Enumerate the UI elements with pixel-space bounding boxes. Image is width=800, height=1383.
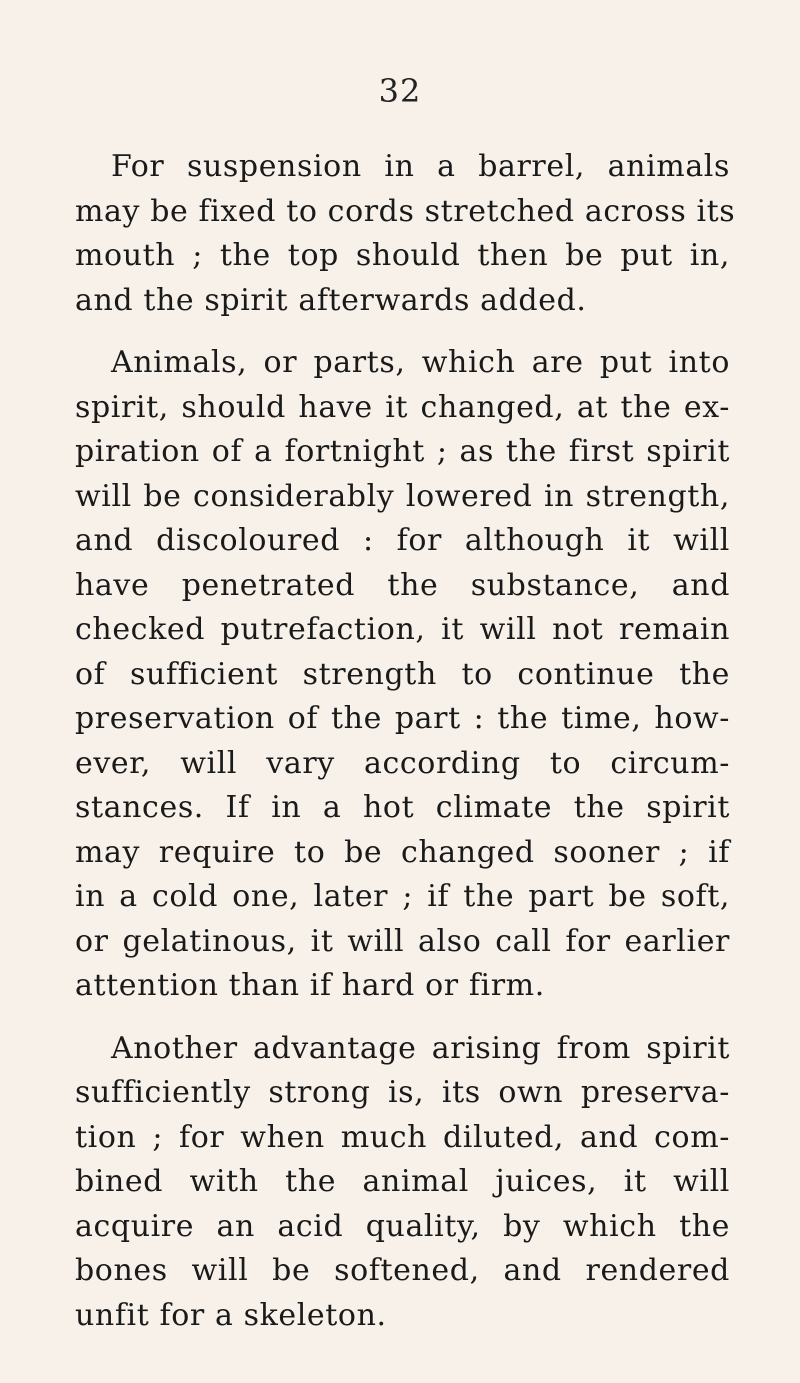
text-line: and the spirit afterwards added. <box>75 282 587 318</box>
paragraph-gap <box>75 1009 730 1027</box>
text-line: or gelatinous, it will also call for earlier <box>75 923 730 959</box>
text-line: Animals, or parts, which are put into <box>111 345 730 380</box>
text-line: bones will be softened, and rendered <box>75 1253 730 1288</box>
text-line: checked putrefaction, it will not remain <box>75 612 730 647</box>
text-line: bined with the animal juices, it will <box>75 1164 730 1199</box>
text-line: ever, will vary according to circum- <box>75 745 730 781</box>
body-text <box>75 145 736 1338</box>
text-line: acquire an acid quality, by which the <box>75 1208 730 1244</box>
text-line: For suspension in a barrel, animals <box>111 149 730 184</box>
text-line: piration of a fortnight ; as the first spirit <box>75 434 730 469</box>
text-line: in a cold one, later ; if the part be soft, <box>75 879 730 914</box>
text-line: tion ; for when much diluted, and com- <box>75 1119 730 1155</box>
paragraph-gap <box>75 323 730 341</box>
text-line: attention than if hard or firm. <box>75 968 545 1003</box>
text-line: may be fixed to cords stretched across its <box>75 193 736 229</box>
paragraph-barrel-suspension <box>75 145 736 323</box>
text-line: spirit, should have it changed, at the ex- <box>75 389 730 425</box>
text-line: will be considerably lowered in strength, <box>75 478 730 514</box>
text-line: may require to be changed sooner ; if <box>75 834 730 870</box>
text-line: have penetrated the substance, and <box>75 567 730 603</box>
text-line: stances. If in a hot climate the spirit <box>75 790 730 825</box>
paragraph-changing-spirit <box>75 341 730 1009</box>
page-number: 32 <box>378 72 422 110</box>
text-line: of sufficient strength to continue the <box>75 656 730 692</box>
text-line: sufficiently strong is, its own preserva- <box>75 1075 730 1110</box>
text-line: mouth ; the top should then be put in, <box>75 238 730 273</box>
text-line: unfit for a skeleton. <box>75 1297 387 1333</box>
text-line: Another advantage arising from spirit <box>111 1030 730 1066</box>
text-line: and discoloured : for although it will <box>75 523 730 558</box>
text-line: preservation of the part : the time, how- <box>75 701 730 736</box>
paragraph-spirit-strength <box>75 1027 730 1339</box>
